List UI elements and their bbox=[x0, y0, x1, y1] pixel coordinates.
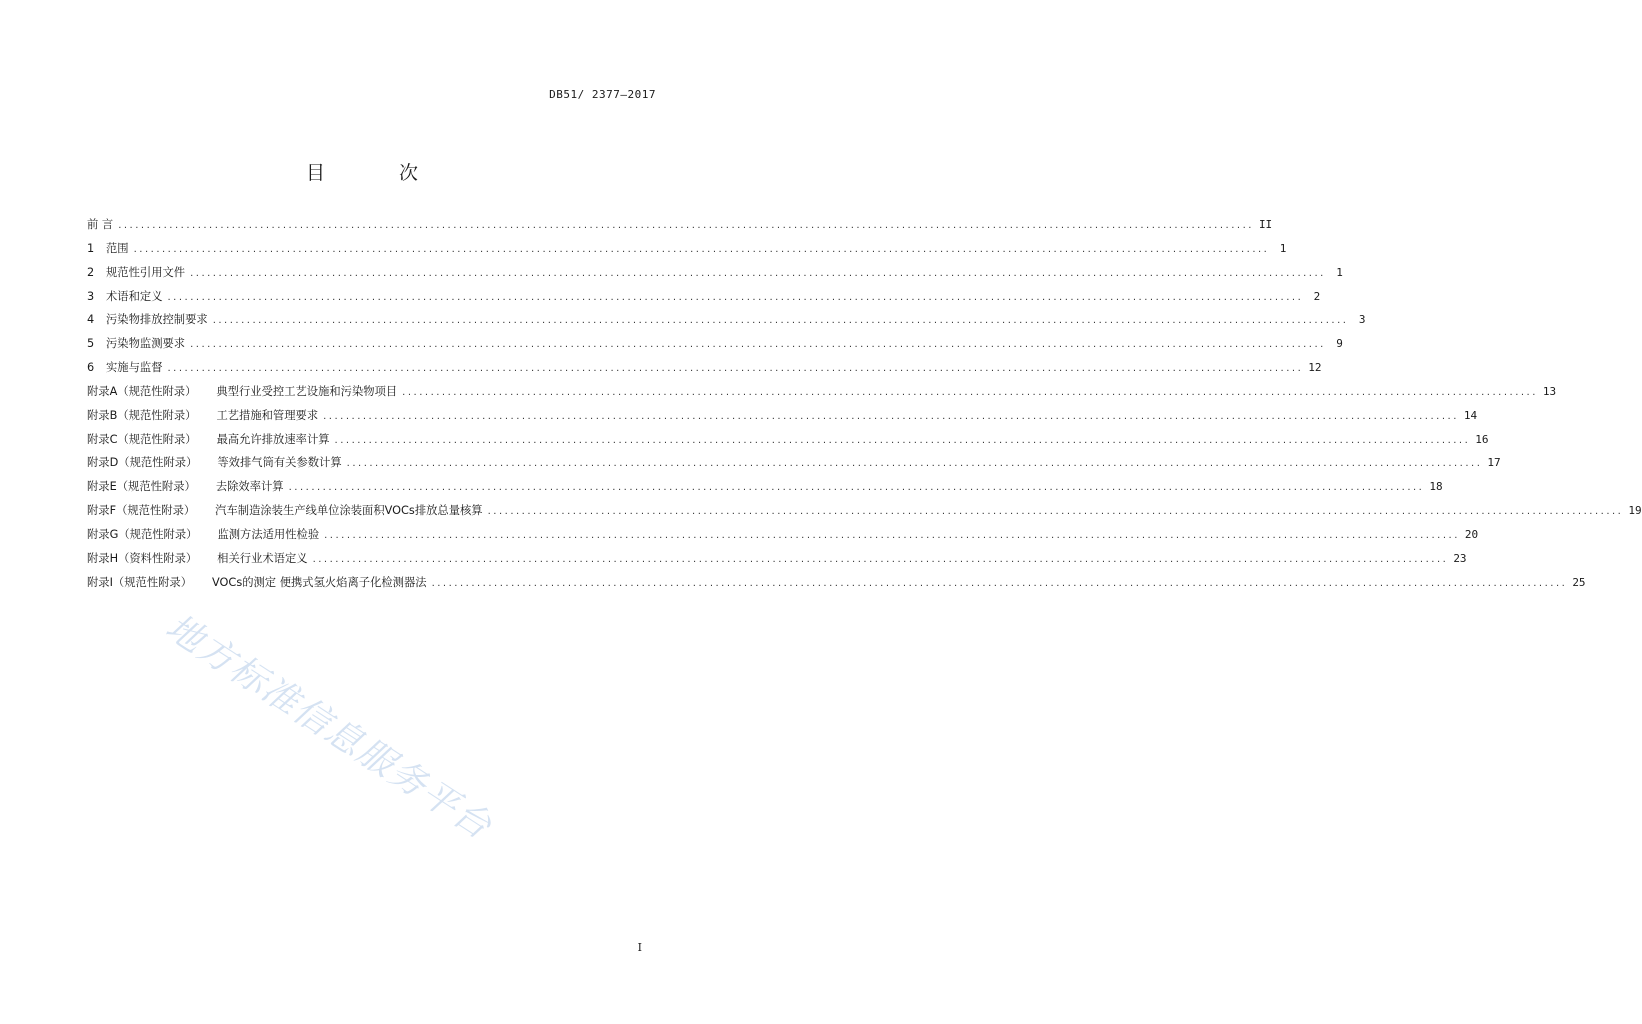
toc-entry-title: 去除效率计算 bbox=[215, 480, 284, 494]
toc-entry-title: 工艺措施和管理要求 bbox=[216, 408, 319, 422]
toc-entry-title: 实施与监督 bbox=[106, 361, 163, 375]
toc-entry[interactable] bbox=[87, 526, 1479, 550]
toc-entry-number: 6 bbox=[87, 361, 95, 375]
toc-entry-label bbox=[87, 335, 185, 351]
toc-entry-label bbox=[87, 502, 483, 518]
toc-entry-number: 4 bbox=[87, 313, 95, 327]
toc-entry-title: 等效排气筒有关参数计算 bbox=[217, 456, 342, 470]
toc-entry-label bbox=[87, 550, 308, 566]
dot-leader: ........................................................................................................................................................................................................ bbox=[190, 339, 1326, 351]
dot-leader: ........................................................................................................................................................................................................ bbox=[324, 529, 1460, 541]
dot-leader: ........................................................................................................................................................................................................ bbox=[334, 434, 1471, 446]
toc-entry[interactable] bbox=[87, 359, 1322, 383]
toc-entry-label bbox=[87, 264, 185, 280]
toc-entry-page: 23 bbox=[1453, 551, 1467, 565]
toc-entry-number: 附录D（规范性附录） bbox=[87, 456, 198, 470]
toc-entry-number: 附录F（规范性附录） bbox=[87, 504, 196, 518]
toc-entry-title: 污染物监测要求 bbox=[106, 337, 186, 351]
dot-leader: ........................................................................................................................................................................................................ bbox=[431, 577, 1568, 589]
toc-entry-page: 12 bbox=[1308, 361, 1322, 375]
toc-entry-page: 1 bbox=[1336, 265, 1343, 279]
toc-entry[interactable] bbox=[87, 264, 1343, 288]
toc-entry-number: 2 bbox=[87, 265, 95, 279]
toc-entry[interactable] bbox=[87, 502, 1642, 526]
toc-entry-number: 附录B（规范性附录） bbox=[87, 408, 197, 422]
toc-entry-label bbox=[87, 526, 319, 542]
page-number: I bbox=[637, 941, 642, 954]
toc-entry[interactable] bbox=[87, 240, 1287, 264]
toc-entry-title: 规范性引用文件 bbox=[106, 265, 186, 279]
toc-entry-page: 20 bbox=[1464, 527, 1479, 541]
table-of-contents bbox=[87, 216, 1642, 598]
toc-entry-number: 附录H（资料性附录） bbox=[87, 551, 198, 565]
toc-entry-page: 3 bbox=[1358, 313, 1366, 327]
dot-leader: ........................................................................................................................................................................................................ bbox=[402, 386, 1538, 398]
toc-entry-title: 范围 bbox=[106, 241, 129, 255]
dot-leader: ........................................................................................................................................................................................................ bbox=[312, 553, 1449, 565]
watermark: 地方标准信息服务平台 bbox=[158, 606, 500, 849]
toc-entry-number: 5 bbox=[87, 337, 95, 351]
toc-entry[interactable] bbox=[87, 478, 1443, 502]
page-title: 目 次 bbox=[305, 162, 453, 184]
toc-entry-label bbox=[87, 359, 163, 375]
toc-entry-title: 最高允许排放速率计算 bbox=[216, 432, 330, 446]
toc-entry[interactable] bbox=[87, 288, 1321, 312]
toc-entry-label bbox=[87, 454, 342, 470]
toc-entry-title: 相关行业术语定义 bbox=[217, 551, 308, 565]
toc-entry-label bbox=[87, 574, 427, 590]
toc-entry[interactable] bbox=[87, 574, 1586, 598]
toc-entry-title: 典型行业受控工艺设施和污染物项目 bbox=[216, 384, 398, 398]
dot-leader: ........................................................................................................................................................................................................ bbox=[346, 458, 1483, 470]
toc-entry-label bbox=[87, 216, 113, 232]
toc-entry-title: 汽车制造涂装生产线单位涂装面积VOCs排放总量核算 bbox=[215, 504, 483, 518]
toc-entry-page: 9 bbox=[1336, 337, 1343, 351]
toc-entry-page: 2 bbox=[1313, 289, 1321, 303]
toc-entry[interactable] bbox=[87, 407, 1478, 431]
toc-entry-number: 3 bbox=[87, 289, 95, 303]
dot-leader: ........................................................................................................................................................................................................ bbox=[212, 315, 1349, 327]
toc-entry-page: 14 bbox=[1463, 408, 1478, 422]
toc-entry-label bbox=[87, 311, 208, 327]
toc-entry-label bbox=[87, 288, 163, 304]
toc-entry-number: 附录C（规范性附录） bbox=[87, 432, 197, 446]
toc-entry-label bbox=[87, 383, 397, 399]
toc-entry-number: 附录A（规范性附录） bbox=[87, 384, 197, 398]
toc-entry-number: 1 bbox=[87, 241, 95, 255]
toc-entry-title: 术语和定义 bbox=[106, 289, 163, 303]
toc-entry-page: 18 bbox=[1429, 480, 1443, 494]
toc-entry[interactable] bbox=[87, 383, 1557, 407]
toc-entry-label bbox=[87, 478, 284, 494]
toc-entry-title: 污染物排放控制要求 bbox=[106, 313, 208, 327]
toc-entry-page: 19 bbox=[1628, 504, 1642, 518]
dot-leader: ........................................................................................................................................................................................................ bbox=[167, 363, 1304, 375]
toc-entry[interactable] bbox=[87, 335, 1343, 359]
toc-entry-page: II bbox=[1258, 218, 1273, 231]
dot-leader: ........................................................................................................................................................................................................ bbox=[288, 482, 1425, 494]
dot-leader: ........................................................................................................................................................................................................ bbox=[133, 243, 1270, 255]
toc-entry[interactable] bbox=[87, 431, 1489, 455]
toc-entry-number: 附录I（规范性附录） bbox=[87, 575, 193, 589]
toc-entry-page: 25 bbox=[1572, 575, 1586, 589]
toc-entry-page: 13 bbox=[1542, 384, 1557, 398]
toc-entry-title: VOCs的测定 便携式氢火焰离子化检测器法 bbox=[212, 575, 427, 589]
toc-entry-label bbox=[87, 431, 330, 447]
dot-leader: ........................................................................................................................................................................................................ bbox=[190, 267, 1326, 279]
dot-leader: ........................................................................................................................................................................................................ bbox=[118, 220, 1254, 231]
toc-entry-page: 1 bbox=[1279, 241, 1287, 255]
toc-entry[interactable] bbox=[87, 216, 1273, 240]
toc-entry[interactable] bbox=[87, 311, 1366, 335]
toc-entry-page: 17 bbox=[1487, 456, 1501, 470]
document-code: DB51/ 2377—2017 bbox=[549, 88, 656, 101]
toc-entry-title: 监测方法适用性检验 bbox=[217, 527, 320, 541]
toc-entry[interactable] bbox=[87, 454, 1501, 478]
toc-entry-number: 附录E（规范性附录） bbox=[87, 480, 196, 494]
toc-entry[interactable] bbox=[87, 550, 1467, 574]
dot-leader: ........................................................................................................................................................................................................ bbox=[323, 410, 1459, 422]
dot-leader: ........................................................................................................................................................................................................ bbox=[487, 506, 1624, 518]
toc-entry-label bbox=[87, 407, 318, 423]
toc-entry-page: 16 bbox=[1475, 432, 1489, 446]
toc-entry-number: 前 言 bbox=[87, 218, 114, 231]
toc-entry-number: 附录G（规范性附录） bbox=[87, 527, 198, 541]
dot-leader: ........................................................................................................................................................................................................ bbox=[167, 291, 1304, 303]
toc-entry-label bbox=[87, 240, 129, 256]
